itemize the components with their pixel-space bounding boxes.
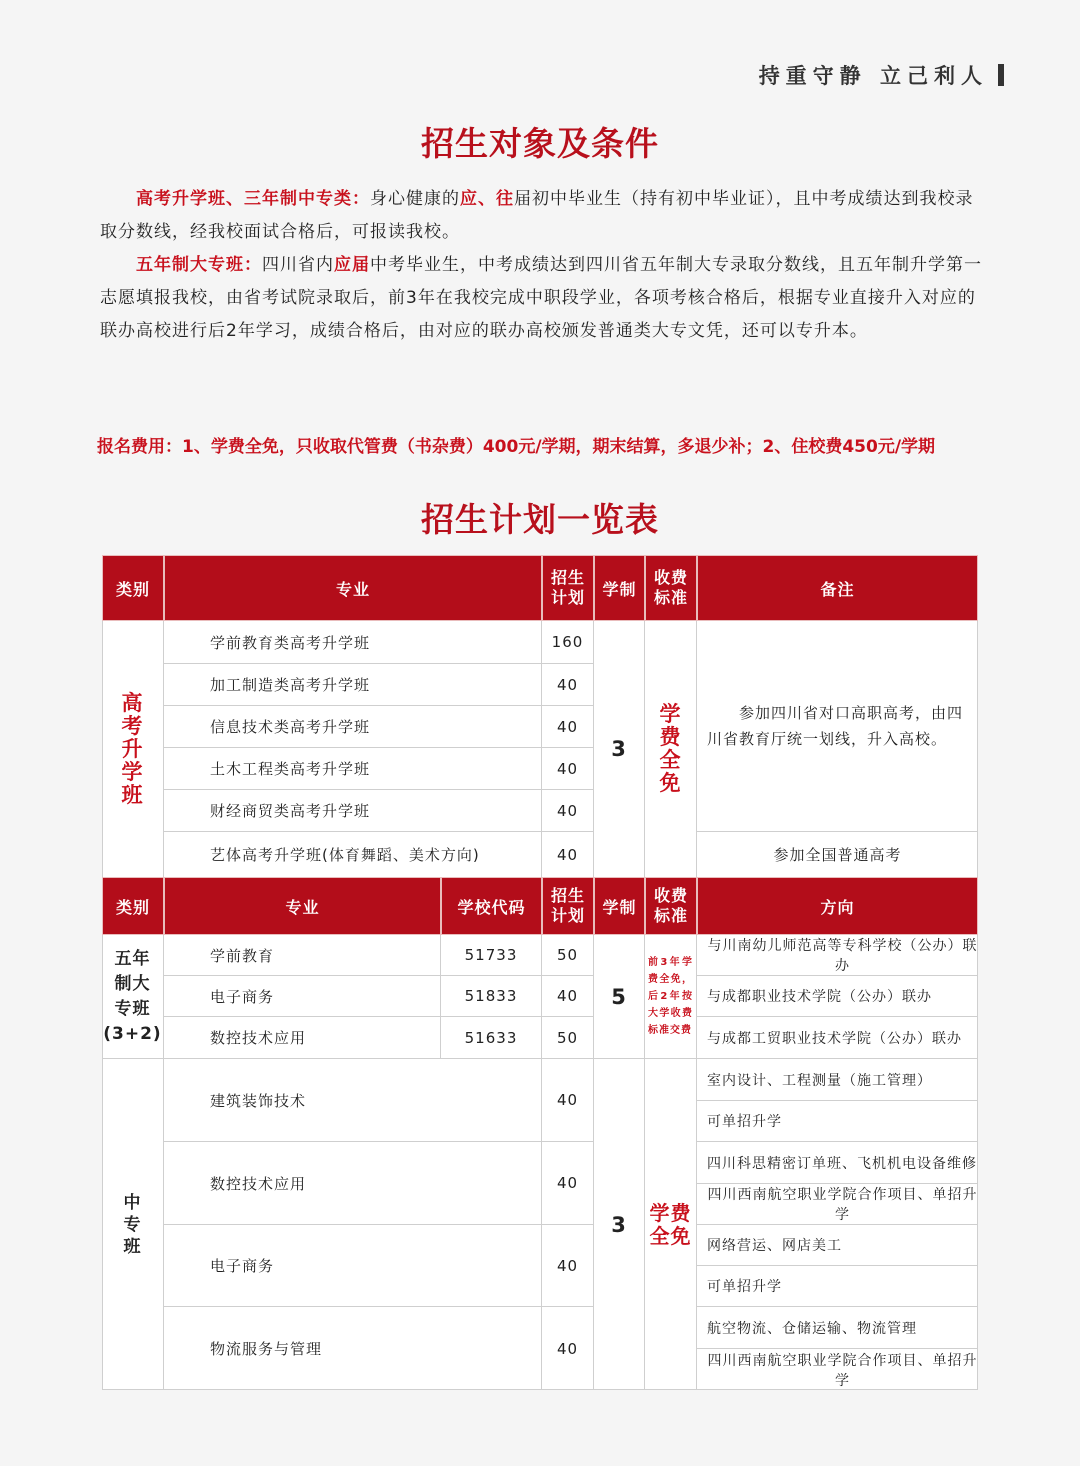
fee-cell — [645, 935, 697, 1059]
paragraph-text: 身心健康的 — [370, 189, 460, 209]
th-fee-2: 收费标准 — [645, 877, 697, 935]
direction-cell: 可单招升学 — [697, 1101, 978, 1142]
fee-cell — [645, 1059, 697, 1390]
fee-note: 报名费用：1、学费全免，只收取代管费（书杂费）400元/学期，期末结算，多退少补；2、住校费450元/学期 — [97, 437, 936, 457]
motto: 持重守静 立己利人 — [758, 63, 988, 88]
table-row: 土木工程类高考升学班 — [164, 748, 542, 790]
plan-cell: 40 — [542, 1307, 594, 1390]
highlight-text: 应届 — [334, 255, 370, 275]
direction-cell: 与成都工贸职业技术学院（公办）联办 — [697, 1017, 978, 1059]
category-gaokao — [102, 621, 164, 877]
th-category-2: 类别 — [102, 877, 164, 935]
plan-cell: 40 — [542, 1225, 594, 1307]
paragraph-text: 届初中毕业生（持有初中毕业证），且中考成绩达到我校录取分数线，经我校面试合格后，可报读我校。 — [100, 189, 974, 242]
remark-art: 参加全国普通高考 — [773, 846, 902, 864]
table-row: 学前教育 — [164, 935, 441, 976]
table-row: 信息技术类高考升学班 — [164, 706, 542, 748]
direction-cell: 室内设计、工程测量（施工管理） — [697, 1059, 978, 1101]
paragraph-text: 中考毕业生，中考成绩达到四川省五年制大专录取分数线，且五年制升学第一志愿填报我校，由省考试院录取后，前3年在我校完成中职段学业，各项考核合格后，根据专业直接升入对应的联办高校进行后2年学习，成绩合格后，由对应的联办高校颁发普通类大专文凭，还可以专升本。 — [100, 255, 982, 341]
th-plan-2: 招生计划 — [542, 877, 594, 935]
plan-cell: 40 — [542, 1142, 594, 1225]
direction-cell: 网络营运、网店美工 — [697, 1225, 978, 1266]
table-row: 加工制造类高考升学班 — [164, 664, 542, 706]
th-years: 学制 — [594, 555, 645, 621]
remark-main: 参加四川省对口高职高考，由四川省教育厅统一划线，升入高校。 — [697, 621, 978, 832]
table-row: 数控技术应用 — [164, 1142, 542, 1225]
code-cell: 51833 — [441, 976, 542, 1017]
plan-cell: 40 — [542, 664, 594, 706]
highlight-text: 应、往 — [460, 189, 514, 209]
fee-cell — [645, 621, 697, 877]
direction-cell: 可单招升学 — [697, 1266, 978, 1307]
table-row: 学前教育类高考升学班 — [164, 621, 542, 664]
direction-cell: 四川西南航空职业学院合作项目、单招升学 — [697, 1184, 978, 1225]
plan-cell: 40 — [542, 790, 594, 832]
table-row: 数控技术应用 — [164, 1017, 441, 1059]
plan-cell: 50 — [542, 1017, 594, 1059]
paragraph-five-year — [100, 249, 982, 348]
direction-cell: 航空物流、仓储运输、物流管理 — [697, 1307, 978, 1349]
th-years-2: 学制 — [594, 877, 645, 935]
direction-cell: 与成都职业技术学院（公办）联办 — [697, 976, 978, 1017]
table-row: 建筑装饰技术 — [164, 1059, 542, 1142]
plan-cell: 50 — [542, 935, 594, 976]
category-label: 高考升学班 — [121, 690, 144, 807]
plan-cell: 40 — [542, 1059, 594, 1142]
th-category: 类别 — [102, 555, 164, 621]
th-major-2: 专业 — [164, 877, 441, 935]
code-cell: 51733 — [441, 935, 542, 976]
direction-cell: 四川科思精密订单班、飞机机电设备维修 — [697, 1142, 978, 1184]
fee-label: 学费全免 — [659, 702, 682, 795]
th-major: 专业 — [164, 555, 542, 621]
years-cell: 5 — [594, 935, 645, 1059]
table-row: 财经商贸类高考升学班 — [164, 790, 542, 832]
paragraph-label: 高考升学班、三年制中专类： — [136, 189, 370, 209]
category-sublabel: (3+2) — [103, 1023, 162, 1044]
paragraph-text: 四川省内 — [262, 255, 334, 275]
table-row: 物流服务与管理 — [164, 1307, 542, 1390]
th-direction: 方向 — [697, 877, 978, 935]
fee-label: 前3年学费全免，后2年按大学收费标准交费 — [648, 957, 693, 1036]
paragraph-gaokao — [100, 183, 982, 249]
section-title-requirements: 招生对象及条件 — [421, 124, 659, 163]
table-row: 电子商务 — [164, 976, 441, 1017]
th-code: 学校代码 — [441, 877, 542, 935]
fee-label: 学费全免 — [649, 1200, 692, 1248]
category-label: 五年制大专班 — [114, 948, 151, 1019]
table-row: 艺体高考升学班(体育舞蹈、美术方向) — [164, 832, 542, 877]
plan-cell: 40 — [542, 976, 594, 1017]
section-title-plan: 招生计划一览表 — [421, 500, 659, 539]
paragraph-label: 五年制大专班： — [136, 255, 262, 275]
category-secondary — [102, 1059, 164, 1390]
plan-cell: 40 — [542, 706, 594, 748]
direction-cell: 与川南幼儿师范高等专科学校（公办）联办 — [697, 935, 978, 976]
category-five-year — [102, 935, 164, 1059]
plan-cell: 40 — [542, 832, 594, 877]
plan-cell: 40 — [542, 748, 594, 790]
direction-cell: 四川西南航空职业学院合作项目、单招升学 — [707, 1352, 978, 1389]
motto-bar — [998, 64, 1004, 86]
th-plan: 招生计划 — [542, 555, 594, 621]
th-remark: 备注 — [697, 555, 978, 621]
years-cell: 3 — [594, 621, 645, 877]
code-cell: 51633 — [441, 1017, 542, 1059]
category-label: 中专班 — [123, 1192, 142, 1257]
years-cell: 3 — [594, 1059, 645, 1390]
table-row: 电子商务 — [164, 1225, 542, 1307]
th-fee: 收费标准 — [645, 555, 697, 621]
plan-cell: 160 — [542, 621, 594, 664]
